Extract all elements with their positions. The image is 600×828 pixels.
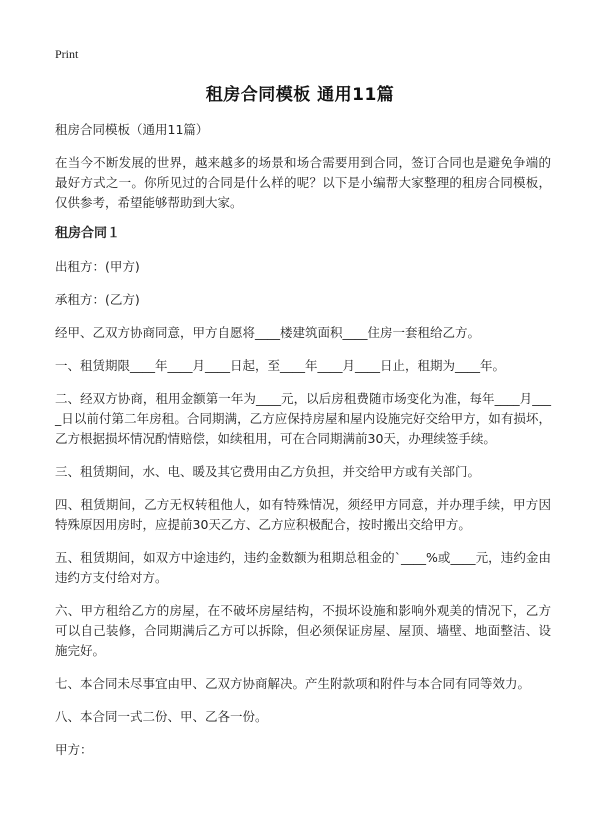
clause-1-lease-term: 一、租赁期限____年____月____日起，至____年____月____日止，租期为____年。 xyxy=(55,358,506,373)
clause-7-other-matters: 七、本合同未尽事宜由甲、乙双方协商解决。产生附款项和附件与本合同有同等效力。 xyxy=(55,676,531,691)
document-subtitle: 租房合同模板（通用11篇） xyxy=(55,122,209,137)
party-a-signature: 甲方： xyxy=(55,742,93,757)
intro-paragraph: 在当今不断发展的世界，越来越多的场景和场合需要用到合同，签订合同也是避免争端的最好方式之一。你所见过的合同是什么样的呢？以下是小编帮大家整理的租房合同模板，仅供参考，希望能够帮助到大家。 xyxy=(55,155,551,210)
lessor-line: 出租方：(甲方) xyxy=(55,259,140,274)
clause-4-sublease: 四、租赁期间，乙方无权转租他人，如有特殊情况，须经甲方同意，并办理手续，甲方因特殊原因用房时，应提前30天乙方、乙方应积极配合，按时搬出交给甲方。 xyxy=(55,497,551,532)
clause-preamble: 经甲、乙双方协商同意，甲方自愿将____楼建筑面积____住房一套租给乙方。 xyxy=(55,325,481,340)
clause-5-breach: 五、租赁期间，如双方中途违约，违约金数额为租期总租金的`____%或____元，违约金由违约方支付给对方。 xyxy=(55,550,551,585)
document-body xyxy=(55,120,551,773)
clause-6-renovation: 六、甲方租给乙方的房屋，在不破坏房屋结构，不损坏设施和影响外观美的情况下，乙方可以自己装修，合同期满后乙方可以拆除，但必须保证房屋、屋顶、墙壁、地面整洁、设施完好。 xyxy=(55,603,551,658)
section-heading: 租房合同１ xyxy=(55,226,121,241)
clause-2-rent: 二、经双方协商，租用金额第一年为____元，以后房租费随市场变化为准，每年____月____日以前付第二年房租。合同期满，乙方应保持房屋和屋内设施完好交给甲方，如有损坏，乙方根据损坏情况酌情赔偿，如续租用，可在合同期满前30天，办理续签手续。 xyxy=(55,391,551,446)
clause-8-copies: 八、本合同一式二份、甲、乙各一份。 xyxy=(55,709,268,724)
document-title: 租房合同模板 通用11篇 xyxy=(205,85,395,105)
print-label[interactable]: Print xyxy=(55,47,79,61)
lessee-line: 承租方：(乙方) xyxy=(55,292,140,307)
clause-3-utilities: 三、租赁期间，水、电、暖及其它费用由乙方负担，并交给甲方或有关部门。 xyxy=(55,464,481,479)
